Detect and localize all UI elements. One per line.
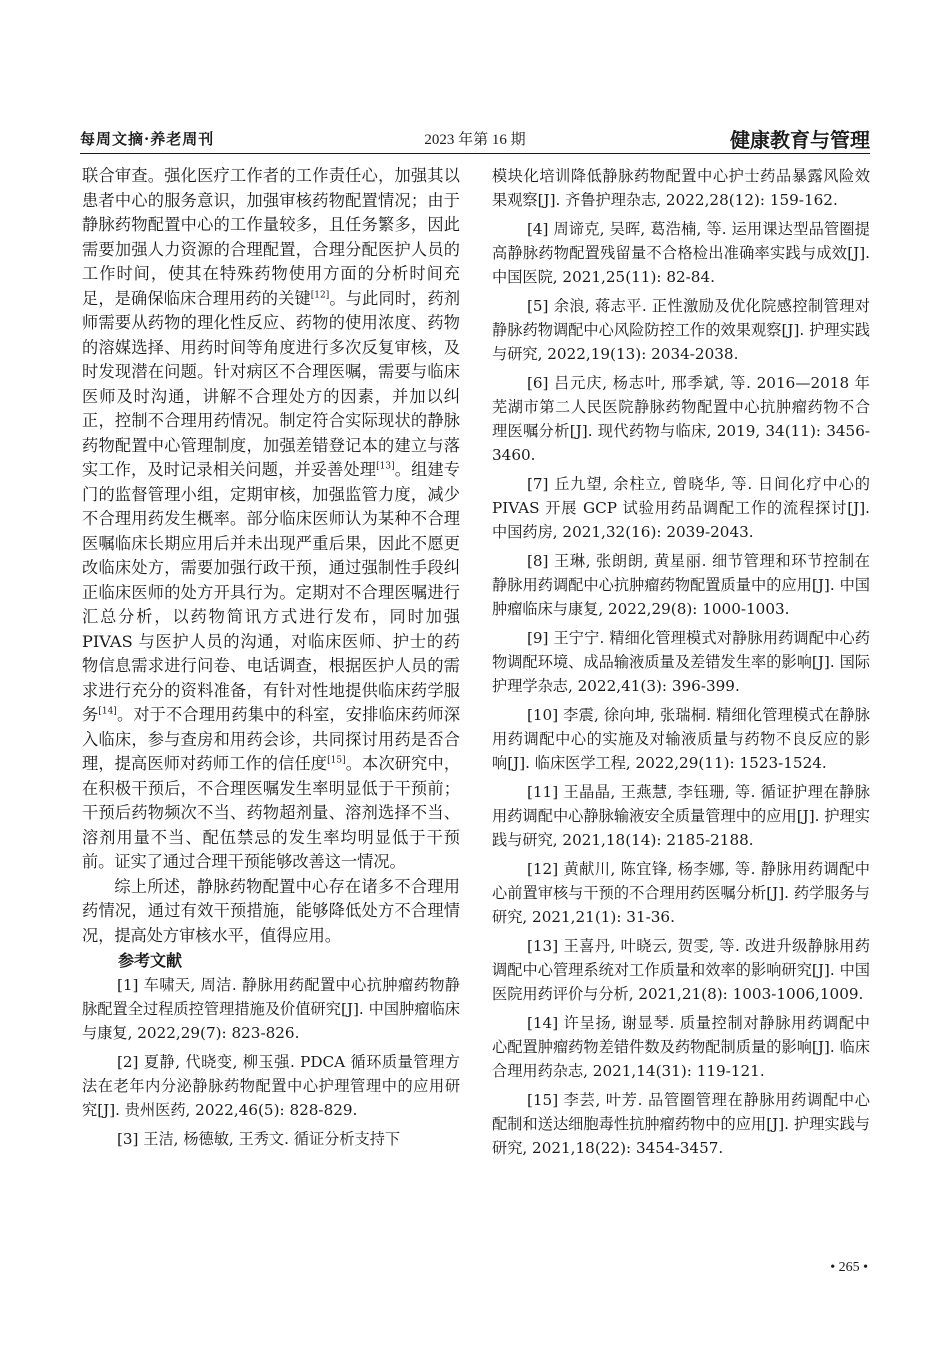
reference-continuation: 模块化培训降低静脉药物配置中心护士药品暴露风险效果观察[J]. 齐鲁护理杂志, 2022,28(12): 159-162. — [492, 167, 870, 209]
text-run: 联合审查。强化医疗工作者的工作责任心，加强其以患者中心的服务意识，加强审核药物配置情况；由于静脉药物配置中心的工作量较多，且任务繁多，因此需要加强人力资源的合理配置，合理分配医护人员的工作时间，使其在特殊药物使用方面的分析时间充足，是确保临床合理用药的关键 — [82, 166, 460, 308]
section-title-header: 健康教育与管理 — [730, 128, 870, 152]
running-header — [80, 124, 870, 154]
reference-item: [13] 王喜丹, 叶晓云, 贺雯, 等. 改进升级静脉用药调配中心管理系统对工作质量和效率的影响研究[J]. 中国医院用药评价与分析, 2021,21(8): 1003-1006,1009. — [492, 937, 870, 1003]
reference-item: [1] 车啸天, 周洁. 静脉用药配置中心抗肿瘤药物静脉配置全过程质控管理措施及价值研究[J]. 中国肿瘤临床与康复, 2022,29(7): 823-826. — [82, 976, 460, 1042]
reference-item: [14] 许呈扬, 谢显琴. 质量控制对静脉用药调配中心配置肿瘤药物差错件数及药物配制质量的影响[J]. 临床合理用药杂志, 2021,14(31): 119-121. — [492, 1014, 870, 1080]
reference-item: [5] 余浪, 蒋志平. 正性激励及优化院感控制管理对静脉药物调配中心风险防控工作的效果观察[J]. 护理实践与研究, 2022,19(13): 2034-2038. — [492, 297, 870, 363]
discussion-paragraph — [82, 164, 460, 875]
issue-header: 2023 年第 16 期 — [424, 132, 526, 148]
conclusion-paragraph: 综上所述，静脉药物配置中心存在诸多不合理用药情况，通过有效干预措施，能够降低处方不合理情况，提高处方审核水平，值得应用。 — [82, 876, 460, 945]
journal-name-header: 每周文摘·养老周刊 — [80, 130, 215, 148]
left-column — [82, 164, 460, 1156]
text-run: 。本次研究中，在积极干预后，不合理医嘱发生率明显低于干预前；干预后药物频次不当、药物超剂量、溶剂选择不当、溶剂用量不当、配伍禁忌的发生率均明显低于干预前。证实了通过合理干预能够改善这一情况。 — [82, 754, 461, 871]
citation: [12] — [310, 290, 330, 301]
reference-item: [10] 李震, 徐向坤, 张瑞桐. 精细化管理模式在静脉用药调配中心的实施及对输液质量与药物不良反应的影响[J]. 临床医学工程, 2022,29(11): 1523-1524. — [492, 706, 870, 772]
reference-item: [3] 王洁, 杨德敏, 王秀文. 循证分析支持下 — [116, 1130, 401, 1148]
reference-item: [6] 吕元庆, 杨志叶, 邢季斌, 等. 2016—2018 年芜湖市第二人民医院静脉药物配置中心抗肿瘤药物不合理医嘱分析[J]. 现代药物与临床, 2019, 34(11): 3456-3460. — [492, 374, 870, 464]
citation: [15] — [327, 755, 346, 766]
citation: [14] — [98, 706, 117, 717]
reference-item: [11] 王晶晶, 王燕慧, 李钰珊, 等. 循证护理在静脉用药调配中心静脉输液安全质量管理中的应用[J]. 护理实践与研究, 2021,18(14): 2185-2188. — [492, 783, 870, 849]
reference-item: [4] 周谛克, 吴晖, 葛浩楠, 等. 运用课达型品管圈提高静脉药物配置残留量不合格检出准确率实践与成效[J]. 中国医院, 2021,25(11): 82-84. — [492, 220, 870, 286]
text-run: 。对于不合理用药集中的科室，安排临床药师深入临床，参与查房和用药会诊，共同探讨用药是否合理，提高医师对药师工作的信任度 — [82, 705, 461, 773]
page-number: • 265 • — [830, 1260, 868, 1275]
reference-item: [2] 夏静, 代晓变, 柳玉强. PDCA 循环质量管理方法在老年内分泌静脉药物配置中心护理管理中的应用研究[J]. 贵州医药, 2022,46(5): 828-829. — [82, 1053, 460, 1119]
reference-item: [8] 王琳, 张朗朗, 黄星丽. 细节管理和环节控制在静脉用药调配中心抗肿瘤药物配置质量中的应用[J]. 中国肿瘤临床与康复, 2022,29(8): 1000-1003. — [492, 552, 870, 618]
text-run: 。与此同时，药剂师需要从药物的理化性反应、药物的使用浓度、药物的溶媒选择、用药时间等角度进行多次反复审核，及时发现潜在问题。针对病区不合理医嘱，需要与临床医师及时沟通，讲解不合理处方的因素，并加以纠正，控制不合理用药情况。制定符合实际现状的静脉药物配置中心管理制度，加强差错登记本的建立与落实工作，及时记录相关问题，并妥善处理 — [82, 288, 461, 479]
citation: [13] — [376, 461, 395, 472]
reference-item: [12] 黄献川, 陈宜锋, 杨李娜, 等. 静脉用药调配中心前置审核与干预的不合理用药医嘱分析[J]. 药学服务与研究, 2021,21(1): 31-36. — [492, 860, 870, 926]
header-rule — [80, 153, 870, 154]
right-column — [492, 164, 870, 1165]
discussion-text — [82, 164, 460, 948]
text-run: 。组建专门的监督管理小组，定期审核，加强监管力度，减少不合理用药发生概率。部分临床医师认为某种不合理医嘱临床长期应用后并未出现严重后果，因此不愿更改临床处方，需要加强行政干预，通过强制性手段纠正临床医师的处方开具行为。定期对不合理医嘱进行汇总分析，以药物简讯方式进行发布，同时加强 PIVAS 与医护人员的沟通，对临床医师、护士的药物信息需求进行问卷、电话调查，根据医护人员的需求进行充分的资料准备，有针对性地提供临床药学服务 — [82, 460, 461, 724]
references-heading: 参考文献 — [118, 951, 183, 970]
reference-item: [9] 王宁宁. 精细化管理模式对静脉用药调配中心药物调配环境、成品输液质量及差错发生率的影响[J]. 国际护理学杂志, 2022,41(3): 396-399. — [492, 629, 870, 695]
reference-item: [7] 丘九望, 余柱立, 曾晓华, 等. 日间化疗中心的 PIVAS 开展 GCP 试验用药品调配工作的流程探讨[J]. 中国药房, 2021,32(16): 2039-2043. — [492, 475, 870, 541]
reference-item: [15] 李芸, 叶芳. 品管圈管理在静脉用药调配中心配制和送达细胞毒性抗肿瘤药物中的应用[J]. 护理实践与研究, 2021,18(22): 3454-3457. — [492, 1091, 870, 1157]
